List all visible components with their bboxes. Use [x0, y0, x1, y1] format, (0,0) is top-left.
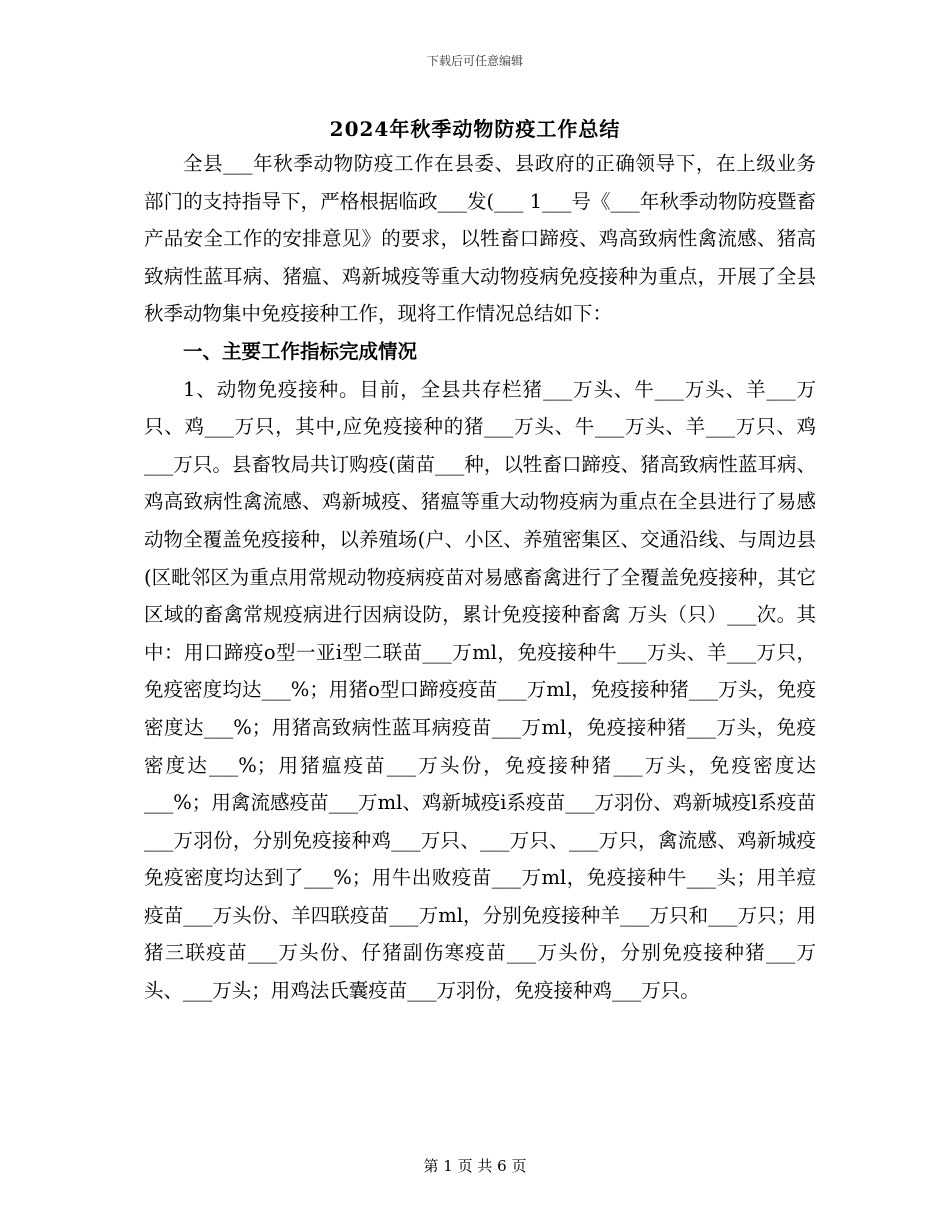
section-heading: 一、主要工作指标完成情况 — [183, 339, 418, 363]
document-title: 2024年秋季动物防疫工作总结 — [329, 117, 621, 141]
intro-paragraph: 全县___年秋季动物防疫工作在县委、县政府的正确领导下，在上级业务部门的支持指导下，严格根据临政___发(___ 1___号《___年秋季动物防疫暨畜产品安全工作的安排意见》的要求，以牲畜口蹄疫、鸡高致病性禽流感、猪高致病性蓝耳病、猪瘟、鸡新城疫等重大动物疫病免疫接种为重点，开展了全县秋季动物集中免疫接种工作，现将工作情况总结如下： — [144, 152, 816, 326]
body-paragraph: 1、动物免疫接种。目前，全县共存栏猪___万头、牛___万头、羊___万只、鸡___万只，其中,应免疫接种的猪___万头、牛___万头、羊___万只、鸡___万只。县畜牧局共订购疫(菌苗___种，以牲畜口蹄疫、猪高致病性蓝耳病、鸡高致病性禽流感、鸡新城疫、猪瘟等重大动物疫病为重点在全县进行了易感动物全覆盖免疫接种，以养殖场(户、小区、养殖密集区、交通沿线、与周边县(区毗邻区为重点用常规动物疫病疫苗对易感畜禽进行了全覆盖免疫接种，其它区域的畜禽常规疫病进行因病设防，累计免疫接种畜禽 万头（只）___次。其中：用口蹄疫o型一亚ⅰ型二联苗___万ml，免疫接种牛___万头、羊___万只，免疫密度均达___%；用猪o型口蹄疫疫苗___万ml，免疫接种猪___万头，免疫密度达___%；用猪高致病性蓝耳病疫苗___万ml，免疫接种猪___万头，免疫密度达___%；用猪瘟疫苗___万头份，免疫接种猪___万头，免疫密度达___%；用禽流感疫苗___万ml、鸡新城疫ⅰ系疫苗___万羽份、鸡新城疫l系疫苗___万羽份，分别免疫接种鸡___万只、___万只、___万只，禽流感、鸡新城疫免疫密度均达到了___%；用牛出败疫苗___万ml，免疫接种牛___头；用羊痘疫苗___万头份、羊四联疫苗___万ml，分别免疫接种羊___万只和___万只；用猪三联疫苗___万头份、仔猪副伤寒疫苗___万头份，分别免疫接种猪___万头、___万头；用鸡法氏囊疫苗___万羽份，免疫接种鸡___万只。 — [144, 377, 816, 1003]
page-number: 第 1 页 共 6 页 — [423, 1157, 527, 1175]
header-note: 下载后可任意编辑 — [426, 54, 523, 68]
document-body — [144, 145, 816, 1010]
